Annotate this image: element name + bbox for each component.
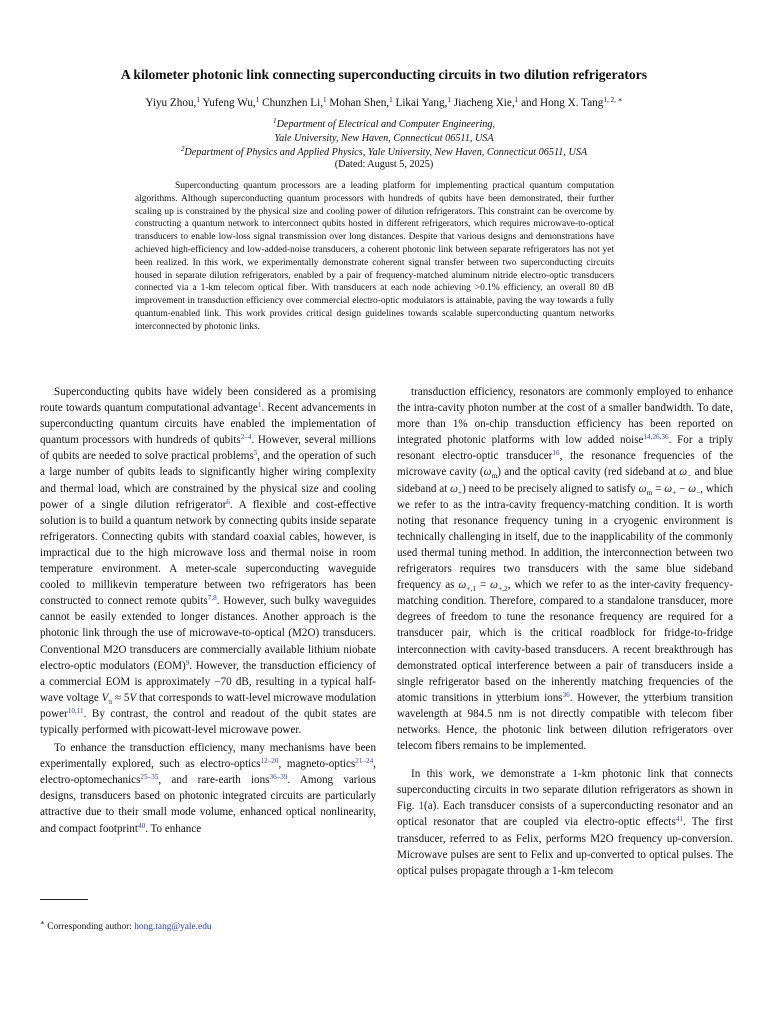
math-symbol: V [101,691,109,704]
citation-link[interactable]: 14,26,36 [643,433,669,442]
text-run: , magneto-optics [278,758,356,771]
citation-link[interactable]: 6 [226,497,230,506]
math-subscript: m [491,471,498,481]
author-name: Yiyu Zhou, [145,97,197,109]
math-symbol: ω [664,482,673,495]
text-run: . For a triply resonant electro-optic transducer [397,434,733,463]
text-run: . Among various designs, transducers based on photonic integrated circuits are particularly attractive due to their small mode volume, enhanced optical nonlinearity, and compact footprint [40,774,376,835]
email-link[interactable]: hong.tang@yale.edu [134,922,212,932]
math-symbol: ω [483,466,492,479]
text-run: . A flexible and cost-effective solution is to build a quantum network by connecting qubits inside separate refrigerators. Connecting qubits with standard coaxial cables, however, is impractical due to the high microwave loss and thermal noise in room temperature environment. A meter-scale superconducting waveguide cooled to millikevin temperature between two refrigerators has been constructed to connect remote qubits [40,498,376,608]
math-subscript: π [108,697,113,706]
citation-link[interactable]: 10,11 [67,706,84,715]
footnote [40,921,376,933]
text-run: = [652,482,665,495]
citation-link[interactable]: 5 [253,449,258,458]
text-run: To enhance the transduction efficiency, many mechanisms have been experimentally explored, such as electro-optics [40,742,376,771]
citation-link[interactable]: 7,8 [207,594,217,603]
text-run: . The first transducer, referred to as Felix, performs M2O frequency up-conversion. Microwave pulses are sent to Felix and up-converted to optical pulses. The optical pulses propagate through a 1-km telecom [397,816,733,877]
right-column [397,384,733,879]
affiliation-1-number: 1 [272,117,277,125]
text-run: . By contrast, the control and readout of the qubit states are typically performed with picowatt-level microwave power. [40,707,376,736]
body-paragraph [397,384,733,754]
author-affiliation-mark: 1 [389,96,393,104]
text-run: − [676,482,689,495]
citation-link[interactable]: 21–24 [355,757,374,766]
citation-link[interactable]: 25–35 [140,773,159,782]
text-run: Superconducting qubits have widely been considered as a promising route towards quantum computational advantage [40,386,376,415]
citation-link[interactable]: 36–39 [269,773,288,782]
author-affiliation-mark: 1 [196,96,200,104]
math-subscript: − [687,471,692,481]
math-subscript: + [457,487,463,497]
math-symbol: ω [450,482,458,495]
author-affiliation-mark: 1 [447,96,451,104]
citation-link[interactable]: 40 [137,821,146,830]
author-name: Likai Yang, [395,97,448,109]
affiliation-1 [40,118,728,133]
text-run: . To enhance [145,822,202,835]
footnote-divider [40,899,88,900]
citation-link[interactable]: 16 [552,449,560,458]
citation-link[interactable]: 2–4 [240,433,252,442]
author-name: Yufeng Wu, [202,97,256,109]
affiliation-1-line-1: Department of Electrical and Computer Engineering, [276,119,496,130]
citation-link[interactable]: 1 [418,800,425,813]
author-name: Jiacheng Xie, [453,97,515,109]
text-run: . However, several millions of qubits are needed to solve practical problems [40,434,376,463]
author-affiliation-mark: 1 [514,96,519,104]
citation-link[interactable]: 41 [675,815,683,824]
left-column [40,384,376,837]
text-run: that corresponds to watt-level microwave modulation power [40,691,376,720]
text-run: , electro-optomechanics [40,758,376,787]
math-symbol: ω [679,466,688,479]
abstract: Superconducting quantum processors are a leading platform for implementing practical quantum computation algorithms. Although superconducting quantum processors with hundreds of qubits have been demonstrated, their further scaling up is constrained by the physical size and cooling power of dilution refrigerators. This constraint can be overcome by constructing a quantum network to interconnect qubits hosted in different refrigerators, which requires microwave-to-optical transducers to enable low-loss signal transmission over long distances. Despite that various designs and demonstrations have achieved high-efficiency and low-added-noise transducers, a coherent photonic link between separate refrigerators has not yet been realized. In this work, we experimentally demonstrate coherent signal transfer between two superconducting circuits housed in separate dilution refrigerators, enabled by a pair of frequency-matched aluminum nitride electro-optic transducers connected via a 1-km telecom optical fiber. With transducers at each node achieving >0.1% efficiency, an overall 80 dB improvement in transduction efficiency over commercial electro-optic modulators is attainable, paving the way towards a fully quantum-enabled link. This work provides critical design guidelines towards scalable superconducting quantum networks interconnected by photonic links. [135,181,614,332]
math-subscript: + [672,487,677,497]
author-name: and Hong X. Tang [521,97,604,109]
body-paragraph [40,384,376,738]
text-run: , the resonance frequencies of the microwave cavity ( [397,450,733,479]
affiliation-2-text: Department of Physics and Applied Physics, Yale University, New Haven, Connecticut 06511, USA [184,147,588,158]
citation-link[interactable]: 36 [562,690,570,699]
paper-title: A kilometer photonic link connecting superconducting circuits in two dilution refrigerators [120,67,648,82]
math-subscript: +,1 [466,584,477,594]
text-run: , which we refer to as the inter-cavity frequency-matching condition. Therefore, compared to a standalone transducer, more degrees of freedom to tune the resonance frequency are required for a transducer pair, which is the critical roadblock for fridge-to-fridge interconnection with cavity-based transducers. A recent breakthrough has demonstrated optical interference between a pair of transducers inside a single refrigerator based on the inherently matching frequencies of the atomic transitions in ytterbium ions [397,579,733,704]
math-symbol: ω [458,579,467,592]
author-list [40,96,728,110]
citation-link[interactable]: 9 [185,658,190,667]
math-subscript: m [646,487,653,497]
text-run: ) need to be precisely aligned to satisfy [462,482,639,495]
math-subscript: − [696,487,701,497]
math-symbol: ω [688,482,697,495]
math-subscript: +,2 [497,584,508,594]
text-run: ) and the optical cavity (red sideband at [497,466,680,479]
date-line: (Dated: August 5, 2025) [334,159,434,170]
author-name: Mohan Shen, [329,97,390,109]
text-run: In this work, we demonstrate a 1-km photonic link that connects superconducting circuits in two separate dilution refrigerators as shown in Fig. [397,768,733,813]
text-run: . However, the ytterbium transition wavelength at 984.5 nm is not directly compatible with telecom fiber networks. Hence, the photonic link between dilution refrigerators over telecom fibers remains to be implemented. [397,691,733,753]
citation-link[interactable]: 1 [257,401,262,410]
text-run: = [476,579,491,592]
text-run: . Recent advancements in superconducting quantum circuits have enabled the implementation of quantum processors with hundreds of qubits [40,402,377,447]
text-run: . However, the transduction efficiency of a commercial EOM is approximately −70 dB, resulting in a typical half-wave voltage [40,659,376,704]
citation-link[interactable]: 12–20 [260,757,279,766]
footnote-text: Corresponding author: [47,922,135,932]
affiliation-1-line-2: Yale University, New Haven, Connecticut 06511, USA [274,133,494,144]
body-paragraph [397,766,733,879]
math-symbol: ω [490,579,498,592]
math-symbol: ω [638,482,647,495]
text-run: , and rare-earth ions [158,774,270,787]
math-symbol: V [129,691,137,704]
text-run: ≈ 5 [112,691,130,704]
affiliation-2-number: 2 [180,145,185,153]
footnote-marker: ∗ [40,919,45,927]
text-run: , and the operation of such a large number of qubits leads to significantly higher wiring complexity and thermal load, which are constrained by the physical size and cooling power of a single dilution refrigerator [40,450,377,511]
body-paragraph [40,740,376,837]
text-run: , which we refer to as the intra-cavity frequency-matching condition. It is worth noting that resonance frequency tuning in a cryogenic environment is technically challenging in itself, due to the inapplicability of the commonly used thermal tuning method. In addition, the interconnection between two refrigerators requires two transducers with the same blue sideband frequency as [397,482,733,592]
author-affiliation-mark: 1, 2, ∗ [603,96,623,104]
text-run: (a). Each transducer consists of a superconducting resonator and an optical resonator that are coupled via electro-optic effects [397,800,733,829]
text-run: transduction efficiency, resonators are commonly employed to enhance the intra-cavity photon number at the cost of a smaller bandwidth. To date, more than 1% on-chip transduction efficiency has been reported on integrated photonic platforms with low added noise [397,386,733,447]
author-affiliation-mark: 1 [255,96,260,104]
text-run: and blue sideband at [397,466,733,495]
author-name: Chunzhen Li, [262,97,324,109]
author-affiliation-mark: 1 [323,96,327,104]
text-run: . However, such bulky waveguides cannot be easily extended to longer distances. Another approach is the photonic link through the use of microwave-to-optical (M2O) transducers. Conventional M2O transducers are commercially available lithium niobate electro-optic modulators (EOM) [40,595,376,672]
